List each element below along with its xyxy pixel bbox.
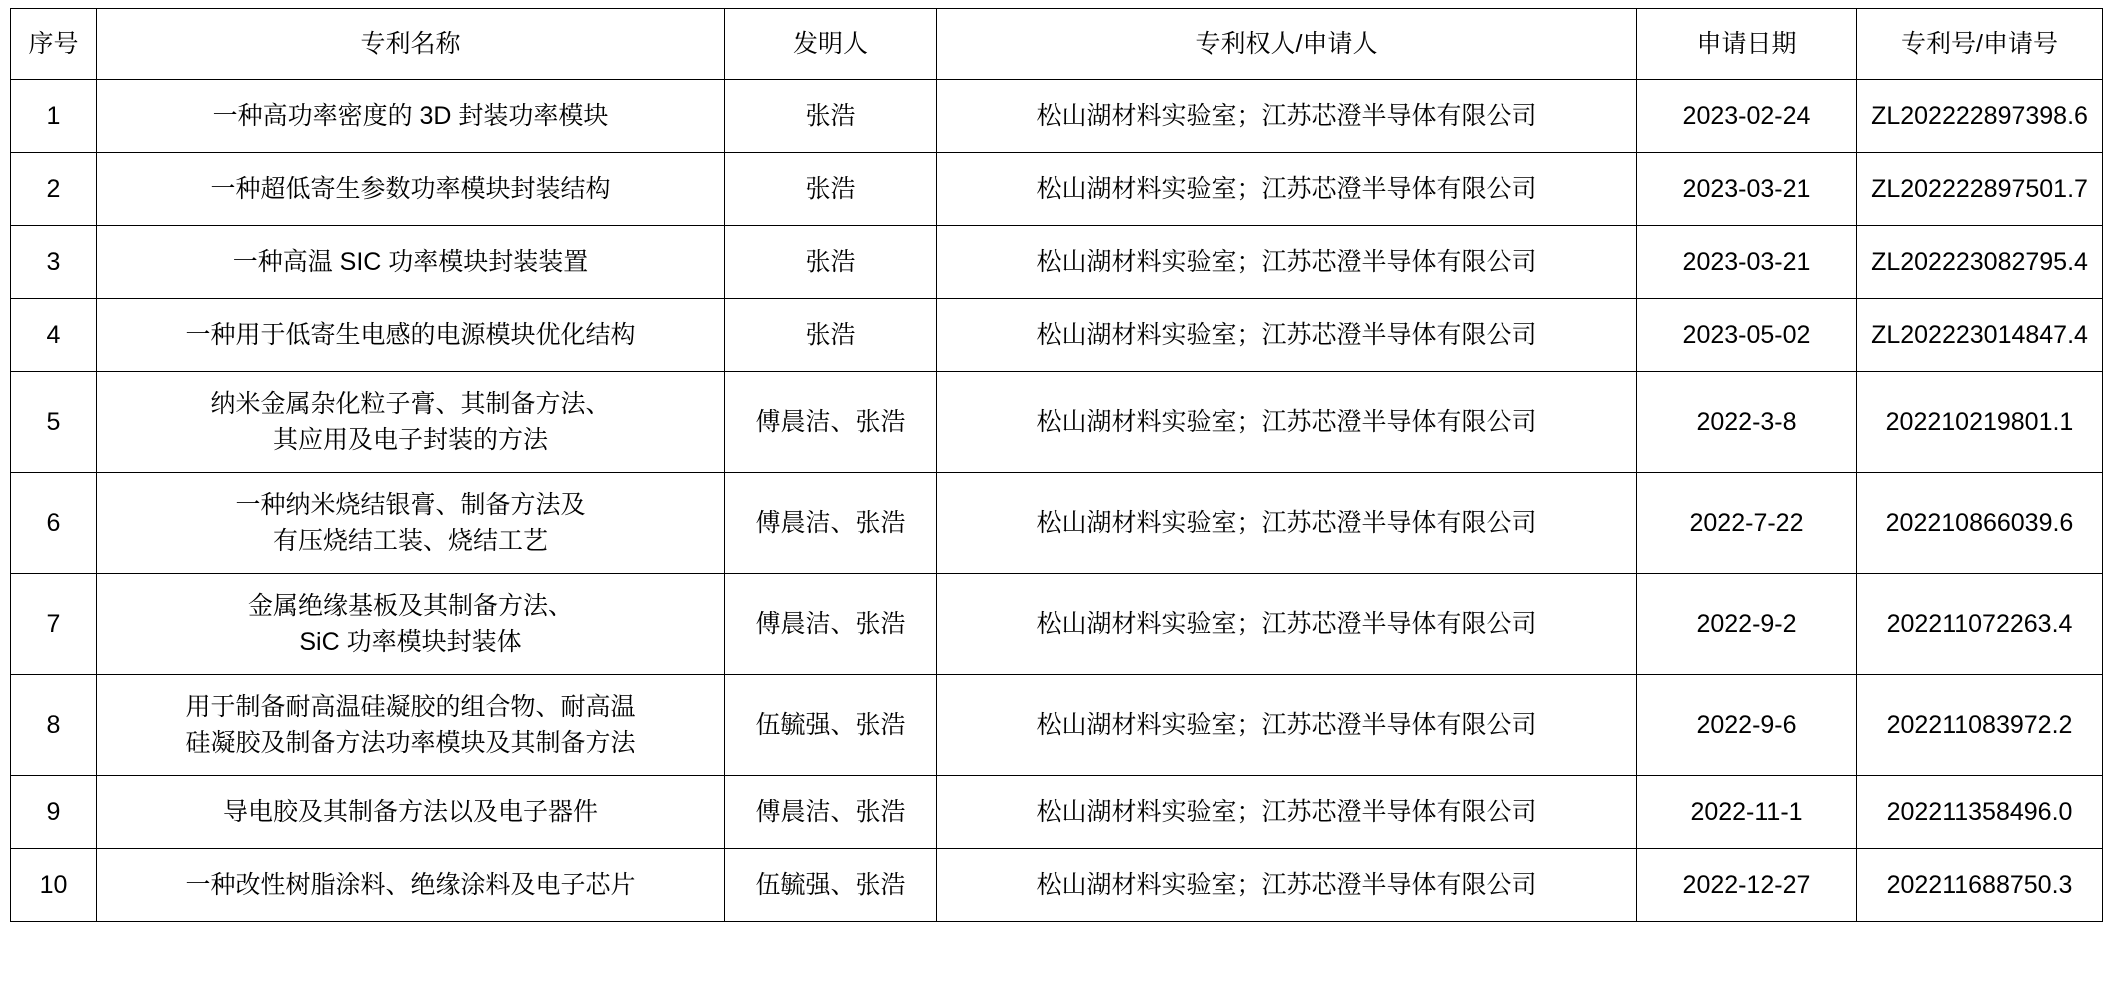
cell-inventor: 张浩 — [725, 226, 937, 299]
cell-inventor: 傅晨洁、张浩 — [725, 372, 937, 473]
cell-index: 2 — [11, 153, 97, 226]
cell-inventor: 傅晨洁、张浩 — [725, 473, 937, 574]
patent-name-line-1: 一种纳米烧结银膏、制备方法及 — [235, 490, 586, 519]
cell-index: 3 — [11, 226, 97, 299]
patent-name-line-2: 硅凝胶及制备方法功率模块及其制备方法 — [185, 729, 636, 757]
cell-owner: 松山湖材料实验室；江苏芯澄半导体有限公司 — [937, 372, 1637, 473]
cell-patent-name — [97, 153, 725, 226]
column-header-application-date: 申请日期 — [1637, 9, 1857, 80]
cell-application-date: 2022-12-27 — [1637, 849, 1857, 922]
patent-list-table — [10, 8, 2103, 922]
cell-inventor: 傅晨洁、张浩 — [725, 776, 937, 849]
table-row — [11, 473, 2103, 574]
cell-index: 6 — [11, 473, 97, 574]
cell-patent-name — [97, 849, 725, 922]
cell-owner: 松山湖材料实验室；江苏芯澄半导体有限公司 — [937, 675, 1637, 776]
cell-application-date: 2022-11-1 — [1637, 776, 1857, 849]
cell-application-date: 2023-05-02 — [1637, 299, 1857, 372]
table-row — [11, 574, 2103, 675]
cell-index: 5 — [11, 372, 97, 473]
column-header-index: 序号 — [11, 9, 97, 80]
cell-owner: 松山湖材料实验室；江苏芯澄半导体有限公司 — [937, 776, 1637, 849]
cell-index: 8 — [11, 675, 97, 776]
table-row — [11, 226, 2103, 299]
cell-owner: 松山湖材料实验室；江苏芯澄半导体有限公司 — [937, 80, 1637, 153]
cell-patent-number: 202211358496.0 — [1857, 776, 2103, 849]
patent-name-line-1: 用于制备耐高温硅凝胶的组合物、耐高温 — [185, 692, 636, 721]
column-header-inventor: 发明人 — [725, 9, 937, 80]
cell-application-date: 2022-9-6 — [1637, 675, 1857, 776]
table-row — [11, 776, 2103, 849]
patent-name-line-1: 导电胶及其制备方法以及电子器件 — [222, 797, 598, 826]
table-header — [11, 9, 2103, 80]
table-row — [11, 80, 2103, 153]
cell-index: 7 — [11, 574, 97, 675]
table-body — [11, 80, 2103, 922]
cell-index: 9 — [11, 776, 97, 849]
patent-name-line-1: 一种用于低寄生电感的电源模块优化结构 — [185, 320, 636, 349]
cell-patent-number: 202211072263.4 — [1857, 574, 2103, 675]
cell-owner: 松山湖材料实验室；江苏芯澄半导体有限公司 — [937, 574, 1637, 675]
cell-index: 10 — [11, 849, 97, 922]
table-row — [11, 849, 2103, 922]
patent-name-line-1: 一种高温 SIC 功率模块封装装置 — [232, 247, 589, 276]
cell-inventor: 张浩 — [725, 80, 937, 153]
cell-owner: 松山湖材料实验室；江苏芯澄半导体有限公司 — [937, 153, 1637, 226]
cell-application-date: 2023-02-24 — [1637, 80, 1857, 153]
table-header-row — [11, 9, 2103, 80]
table-row — [11, 153, 2103, 226]
cell-patent-number: ZL202223014847.4 — [1857, 299, 2103, 372]
cell-patent-name — [97, 574, 725, 675]
cell-patent-name — [97, 776, 725, 849]
cell-application-date: 2022-9-2 — [1637, 574, 1857, 675]
cell-patent-number: ZL202222897398.6 — [1857, 80, 2103, 153]
cell-inventor: 张浩 — [725, 153, 937, 226]
patent-name-line-1: 纳米金属杂化粒子膏、其制备方法、 — [210, 389, 611, 418]
patent-name-line-2: 其应用及电子封装的方法 — [272, 426, 548, 454]
cell-patent-number: 202210866039.6 — [1857, 473, 2103, 574]
cell-patent-number: 202211083972.2 — [1857, 675, 2103, 776]
patent-name-line-1: 金属绝缘基板及其制备方法、 — [247, 591, 573, 620]
cell-patent-name — [97, 299, 725, 372]
cell-patent-name — [97, 372, 725, 473]
cell-inventor: 张浩 — [725, 299, 937, 372]
cell-inventor: 傅晨洁、张浩 — [725, 574, 937, 675]
cell-owner: 松山湖材料实验室；江苏芯澄半导体有限公司 — [937, 473, 1637, 574]
table-row — [11, 675, 2103, 776]
cell-application-date: 2022-7-22 — [1637, 473, 1857, 574]
cell-owner: 松山湖材料实验室；江苏芯澄半导体有限公司 — [937, 226, 1637, 299]
table-row — [11, 372, 2103, 473]
column-header-patent-name: 专利名称 — [97, 9, 725, 80]
cell-owner: 松山湖材料实验室；江苏芯澄半导体有限公司 — [937, 299, 1637, 372]
cell-patent-number: 202210219801.1 — [1857, 372, 2103, 473]
cell-patent-number: ZL202223082795.4 — [1857, 226, 2103, 299]
cell-patent-name — [97, 675, 725, 776]
cell-inventor: 伍毓强、张浩 — [725, 675, 937, 776]
patent-name-line-2: 有压烧结工装、烧结工艺 — [272, 527, 548, 555]
cell-patent-name — [97, 473, 725, 574]
cell-inventor: 伍毓强、张浩 — [725, 849, 937, 922]
cell-patent-number: ZL202222897501.7 — [1857, 153, 2103, 226]
patent-name-line-1: 一种超低寄生参数功率模块封装结构 — [210, 174, 611, 203]
patent-name-line-2: SiC 功率模块封装体 — [299, 628, 522, 656]
column-header-patent-number: 专利号/申请号 — [1857, 9, 2103, 80]
cell-patent-name — [97, 226, 725, 299]
cell-application-date: 2023-03-21 — [1637, 226, 1857, 299]
cell-application-date: 2023-03-21 — [1637, 153, 1857, 226]
cell-index: 1 — [11, 80, 97, 153]
cell-patent-number: 202211688750.3 — [1857, 849, 2103, 922]
patent-name-line-1: 一种改性树脂涂料、绝缘涂料及电子芯片 — [185, 870, 636, 899]
cell-patent-name — [97, 80, 725, 153]
table-row — [11, 299, 2103, 372]
cell-owner: 松山湖材料实验室；江苏芯澄半导体有限公司 — [937, 849, 1637, 922]
cell-index: 4 — [11, 299, 97, 372]
cell-application-date: 2022-3-8 — [1637, 372, 1857, 473]
column-header-owner: 专利权人/申请人 — [937, 9, 1637, 80]
patent-name-line-1: 一种高功率密度的 3D 封装功率模块 — [212, 101, 609, 130]
